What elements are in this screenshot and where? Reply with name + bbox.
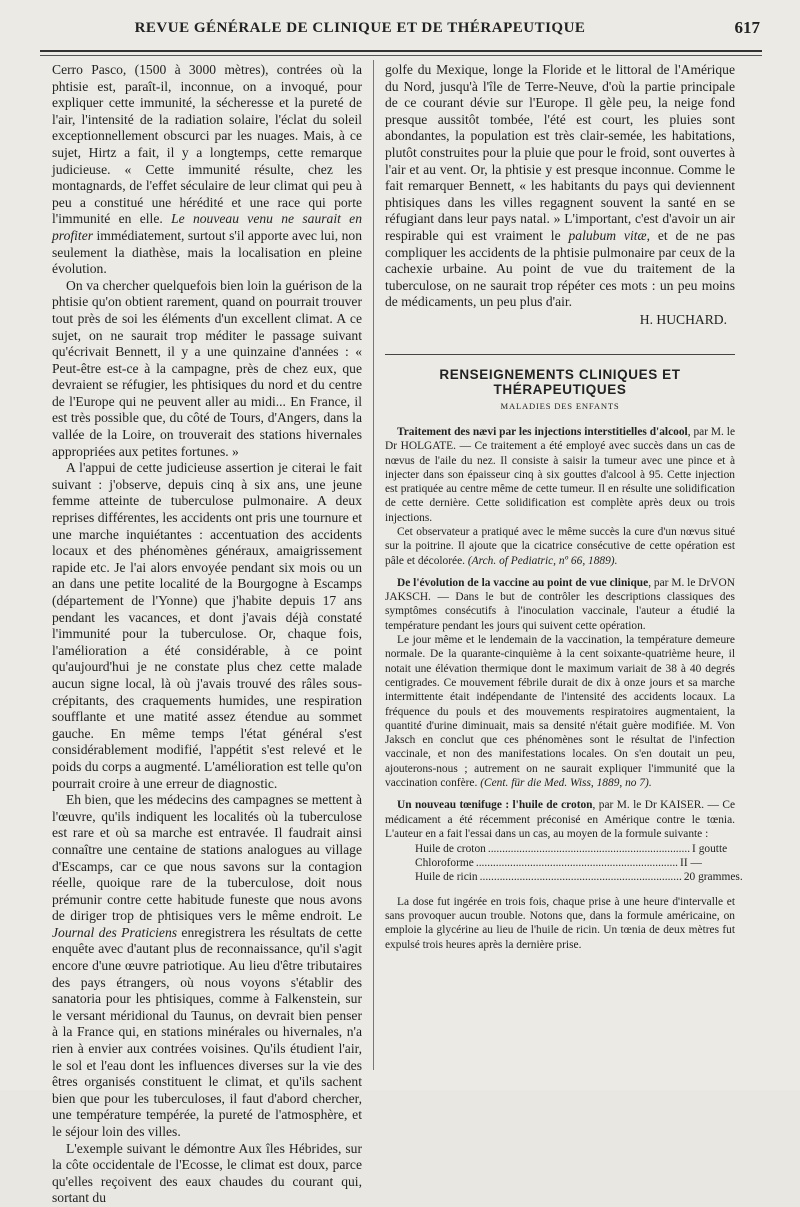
article-item-continued [385, 633, 735, 790]
latin-phrase: palubum vitæ [568, 227, 647, 243]
citation: (Cent. für die Med. Wiss, 1889, no 7). [480, 777, 652, 790]
page-number: 617 [734, 18, 760, 37]
formula-row [415, 857, 705, 871]
header-rule [40, 50, 762, 52]
paragraph-text: Cerro Pasco, (1500 à 3000 mètres), contrées où la phtisie est, paraît-il, inconnue, on a invoqué, pour expliquer cette immunité, la sécheresse et la pureté de l'air, l'intensité de la radiation solaire, l'éclat du soleil exceptionnellement obscurci par les nuages. Mais, à ce sujet, Hirtz a fait, il y a longtemps, cette remarque judicieuse. « Cette immunité résulte, chez les montagnards, de l'effet séculaire de leur climat qui peu à peu a constitué une hérédité et une race qui porte l'immunité en elle. [52, 62, 362, 227]
article-item-continued [385, 525, 735, 568]
column-divider [373, 60, 374, 1070]
paragraph-text: immédiatement, surtout s'il apporte avec lui, non seulement la diathèse, mais la localisation en pleine évolution. [52, 227, 362, 277]
article-title: Traitement des nævi par les injections interstitielles d'alcool [397, 425, 688, 438]
paragraph: A l'appui de cette judicieuse assertion je citerai le fait suivant : j'observe, depuis cinq à six ans, une jeune femme atteinte de tuberculose pulmonaire. A deux reprises différentes, les accidents ont pris une tournure et une marche inquiétantes : accentuation des accidents locaux et des phénomènes généraux, amaigrissement rapide etc. Je l'ai alors envoyée pendant six mois ou un an dans une petite localité de la Bourgogne à Escamps (département de l'Yonne) que j'habite depuis 17 ans pendant les vacances, et dont j'avais déjà constaté l'immunité pour la tuberculose. Or, chaque fois, l'amélioration a été considérable, à ce point qu'aujourd'hui je ne constate plus chez cette malade aucun signe local, là où j'avais trouvé des râles sous-crépitants, des craquements humides, une respiration soufflante et une matité assez étendue au sommet gauche. En même temps l'état général s'est considérablement modifié, l'appétit s'est relevé et le poids du corps a augmenté. L'amélioration est telle qu'on pourrait croire à une erreur de diagnostic. [52, 460, 362, 791]
running-header [0, 18, 800, 44]
ingredient-name: Huile de croton [415, 843, 486, 856]
article-item [385, 425, 735, 525]
paragraph: L'exemple suivant le démontre Aux îles Hébrides, sur la côte occidentale de l'Ecosse, le climat est doux, parce qu'elles reçoivent des eaux chaudes du courant qui, sortant du [52, 1140, 362, 1206]
leader-dots: ....................................................................... [479, 870, 682, 883]
spacer [385, 790, 735, 798]
paragraph-text: enregistrera les résultats de cette enquête avec d'autant plus de reconnaissance, qu'il s'agit encore d'une œuvre patriotique. Au lieu d'être tributaires des pays étrangers, où nous voyons s'établir des sanatoria pour les phtisiques, comme à Falkenstein, sur le versant méridional du Taunus, on devrait bien penser à la France qui, en stations minérales ou hivernales, n'a rien à envier aux contrées voisines. Qu'ils étudient l'air, le sol et l'eau dont les influences diverses sur la vie des êtres organisés constituent le climat, et qu'ils sachent bien que pour les tuberculoses, il faut d'abord chercher, une température tempérée, la pureté de l'atmosphère, et le séjour loin des villes. [52, 924, 362, 1139]
leader-dots: ....................................................................... [475, 857, 679, 870]
section-rule [385, 354, 735, 355]
paragraph [52, 62, 362, 278]
spacer [385, 568, 735, 576]
ingredient-quantity: II — [680, 857, 702, 870]
paragraph [52, 792, 362, 1140]
article-text: Le jour même et le lendemain de la vaccination, la température demeure normale. De la quarante-cinquième à la cent soixante-quatrième heure, il notait une élévation thermique dont le maximum variait de 38 à 40 degrés centigrades. Ce mouvement fébrile durait de dix à onze jours et sa marche intermittente était indépendante de l'intensité des accidents locaux. La fréquence du pouls et des mouvements respiratoires augmentaient, la quantité d'urine diminuait, mais sa densité n'était guère modifiée. M. Von Jaksch en conclut que ces phénomènes sont le résultat de l'infection vaccinale, et non des manifestations locales. On s'en doutait un peu, ajouterons-nous ; autrement on ne saurait expliquer l'immunité que la vaccination confère. [385, 634, 735, 790]
ingredient-quantity: 20 grammes. [683, 870, 743, 883]
article-text: , par M. le Dr HOLGATE. — Ce traitement a été employé avec succès dans un cas de nœvus de l'aile du nez. Il consiste à saisir la tumeur avec une pince et à injecter dans son épaisseur cinq à six gouttes d'alcool à 95. Cette injection est pratiquée au centre même de cette tumeur. Il en résulte une solidification de cette dernière. Cette solidification est complète après deux ou trois injections. [385, 425, 735, 524]
formula-row [415, 843, 728, 857]
citation: (Arch. of Pediatric, nº 66, 1889). [467, 554, 618, 567]
formula-row [415, 870, 743, 885]
article-item [385, 798, 735, 841]
paragraph-text: , et de ne pas compliquer les accidents de la phtisie pulmonaire par ceux de la cachexie urbaine. Au point de vue du traitement de la tuberculose, on ne saurait trop répéter ces mots : un peu moins de médicaments, un peu plus d'air. [385, 227, 735, 310]
paragraph-text: Eh bien, que les médecins des campagnes se mettent à l'œuvre, qu'ils indiquent les localités où la tuberculose est rare et où sa marche est entravée. Il faudrait ainsi connaître une centaine de stations analogues au village d'Escamps, car ce que nous savons sur la contagion réelle, quoique rare de la tuberculose, doit nous prémunir contre cette habitude funeste que nous avons de diriger trop de phtisiques vers le même endroit. Le [52, 792, 362, 924]
article-text: , par M. le Dr KAISER. — Ce médicament a été récemment préconisé en Amérique contre le tœnia. L'auteur en a fait l'essai dans un cas, au moyen de la formule suivante : [385, 799, 735, 840]
left-column [52, 62, 362, 1207]
paragraph-text: golfe du Mexique, longe la Floride et le littoral de l'Amérique du Nord, jusqu'à l'île de Terre-Neuve, d'où la partie principale de ce courant dévie sur l'Europe. Il gèle peu, la neige fond presque aussitôt tombée, l'été est court, les pluies sont abondantes, la population est très clair-semée, les habitations, plutôt construites pour la pluie que pour le froid, sont ouvertes à l'air et au vent. Or, la phtisie y est presque inconnue. Comme le fait remarquer Bennett, « les habitants du pays qui deviennent phtisiques dans les villes regagnent souvent la santé en se réfugiant dans leur pays natal. » L'important, c'est d'avoir un air respirable qui est vraiment le [385, 62, 735, 243]
article-item-continued: La dose fut ingérée en trois fois, chaque prise à une heure d'intervalle et sans provoquer aucun trouble. Notons que, dans la formule américaine, on emploie la glycérine au lieu de l'huile de ricin. Un tœnia de deux mètres fut expulsé trois heures après la dernière prise. [385, 895, 735, 951]
journal-name: Journal des Praticiens [52, 924, 178, 940]
ingredient-quantity: I goutte [692, 843, 728, 856]
article-text: Cet observateur a pratiqué avec le même succès la cure d'un nœvus situé sur la poitrine. Il ajoute que la cicatrice consécutive de cette opération est pâle et décolorée. [385, 525, 735, 567]
ingredient-name: Huile de ricin [415, 870, 478, 883]
article-text: , par M. le DrVON JAKSCH. — Dans le but de contrôler les descriptions classiques des symptômes consécutifs à l'inoculation vaccinale, l'auteur a étudié la température pendant les jours qui suivent cette opération. [385, 576, 735, 632]
article-title: Un nouveau tœnifuge : l'huile de croton [397, 799, 593, 812]
paragraph: On va chercher quelquefois bien loin la guérison de la phtisie qu'on obtient rarement, quand on pourrait trouver tout près de soi les éléments d'un excellent climat. A ce sujet, on ne saurait trop méditer le passage suivant qu'écrivait Bennett, il y a une quinzaine d'années : « Peut-être est-ce à la campagne, près de chez eux, que devraient se réfugier, les phtisiques du nord et du centre de l'Europe qui ne peuvent aller au midi... En France, il est très possible que, du côté de Tours, d'Angers, dans la vallée de la Loire, on trouverait des stations hivernales appropriées aux petites fortunes. » [52, 277, 362, 459]
paragraph [385, 62, 735, 311]
right-column [385, 62, 743, 952]
section-subtitle: MALADIES DES ENFANTS [500, 400, 620, 411]
article-title: De l'évolution de la vaccine au point de vue clinique [397, 576, 649, 589]
leader-dots: ....................................................................... [487, 843, 691, 856]
section-title: RENSEIGNEMENTS CLINIQUES ET THÉRAPEUTIQUES [439, 366, 681, 397]
author-signature: H. HUCHARD. [639, 311, 727, 327]
running-title: REVUE GÉNÉRALE DE CLINIQUE ET DE THÉRAPEUTIQUE [134, 20, 586, 36]
article-item [385, 576, 735, 633]
prescription-formula [415, 843, 743, 884]
header-rule-thin [40, 55, 762, 56]
italic-quote: Le nouveau venu ne saurait en profiter [52, 211, 362, 243]
ingredient-name: Chloroforme [415, 857, 474, 870]
